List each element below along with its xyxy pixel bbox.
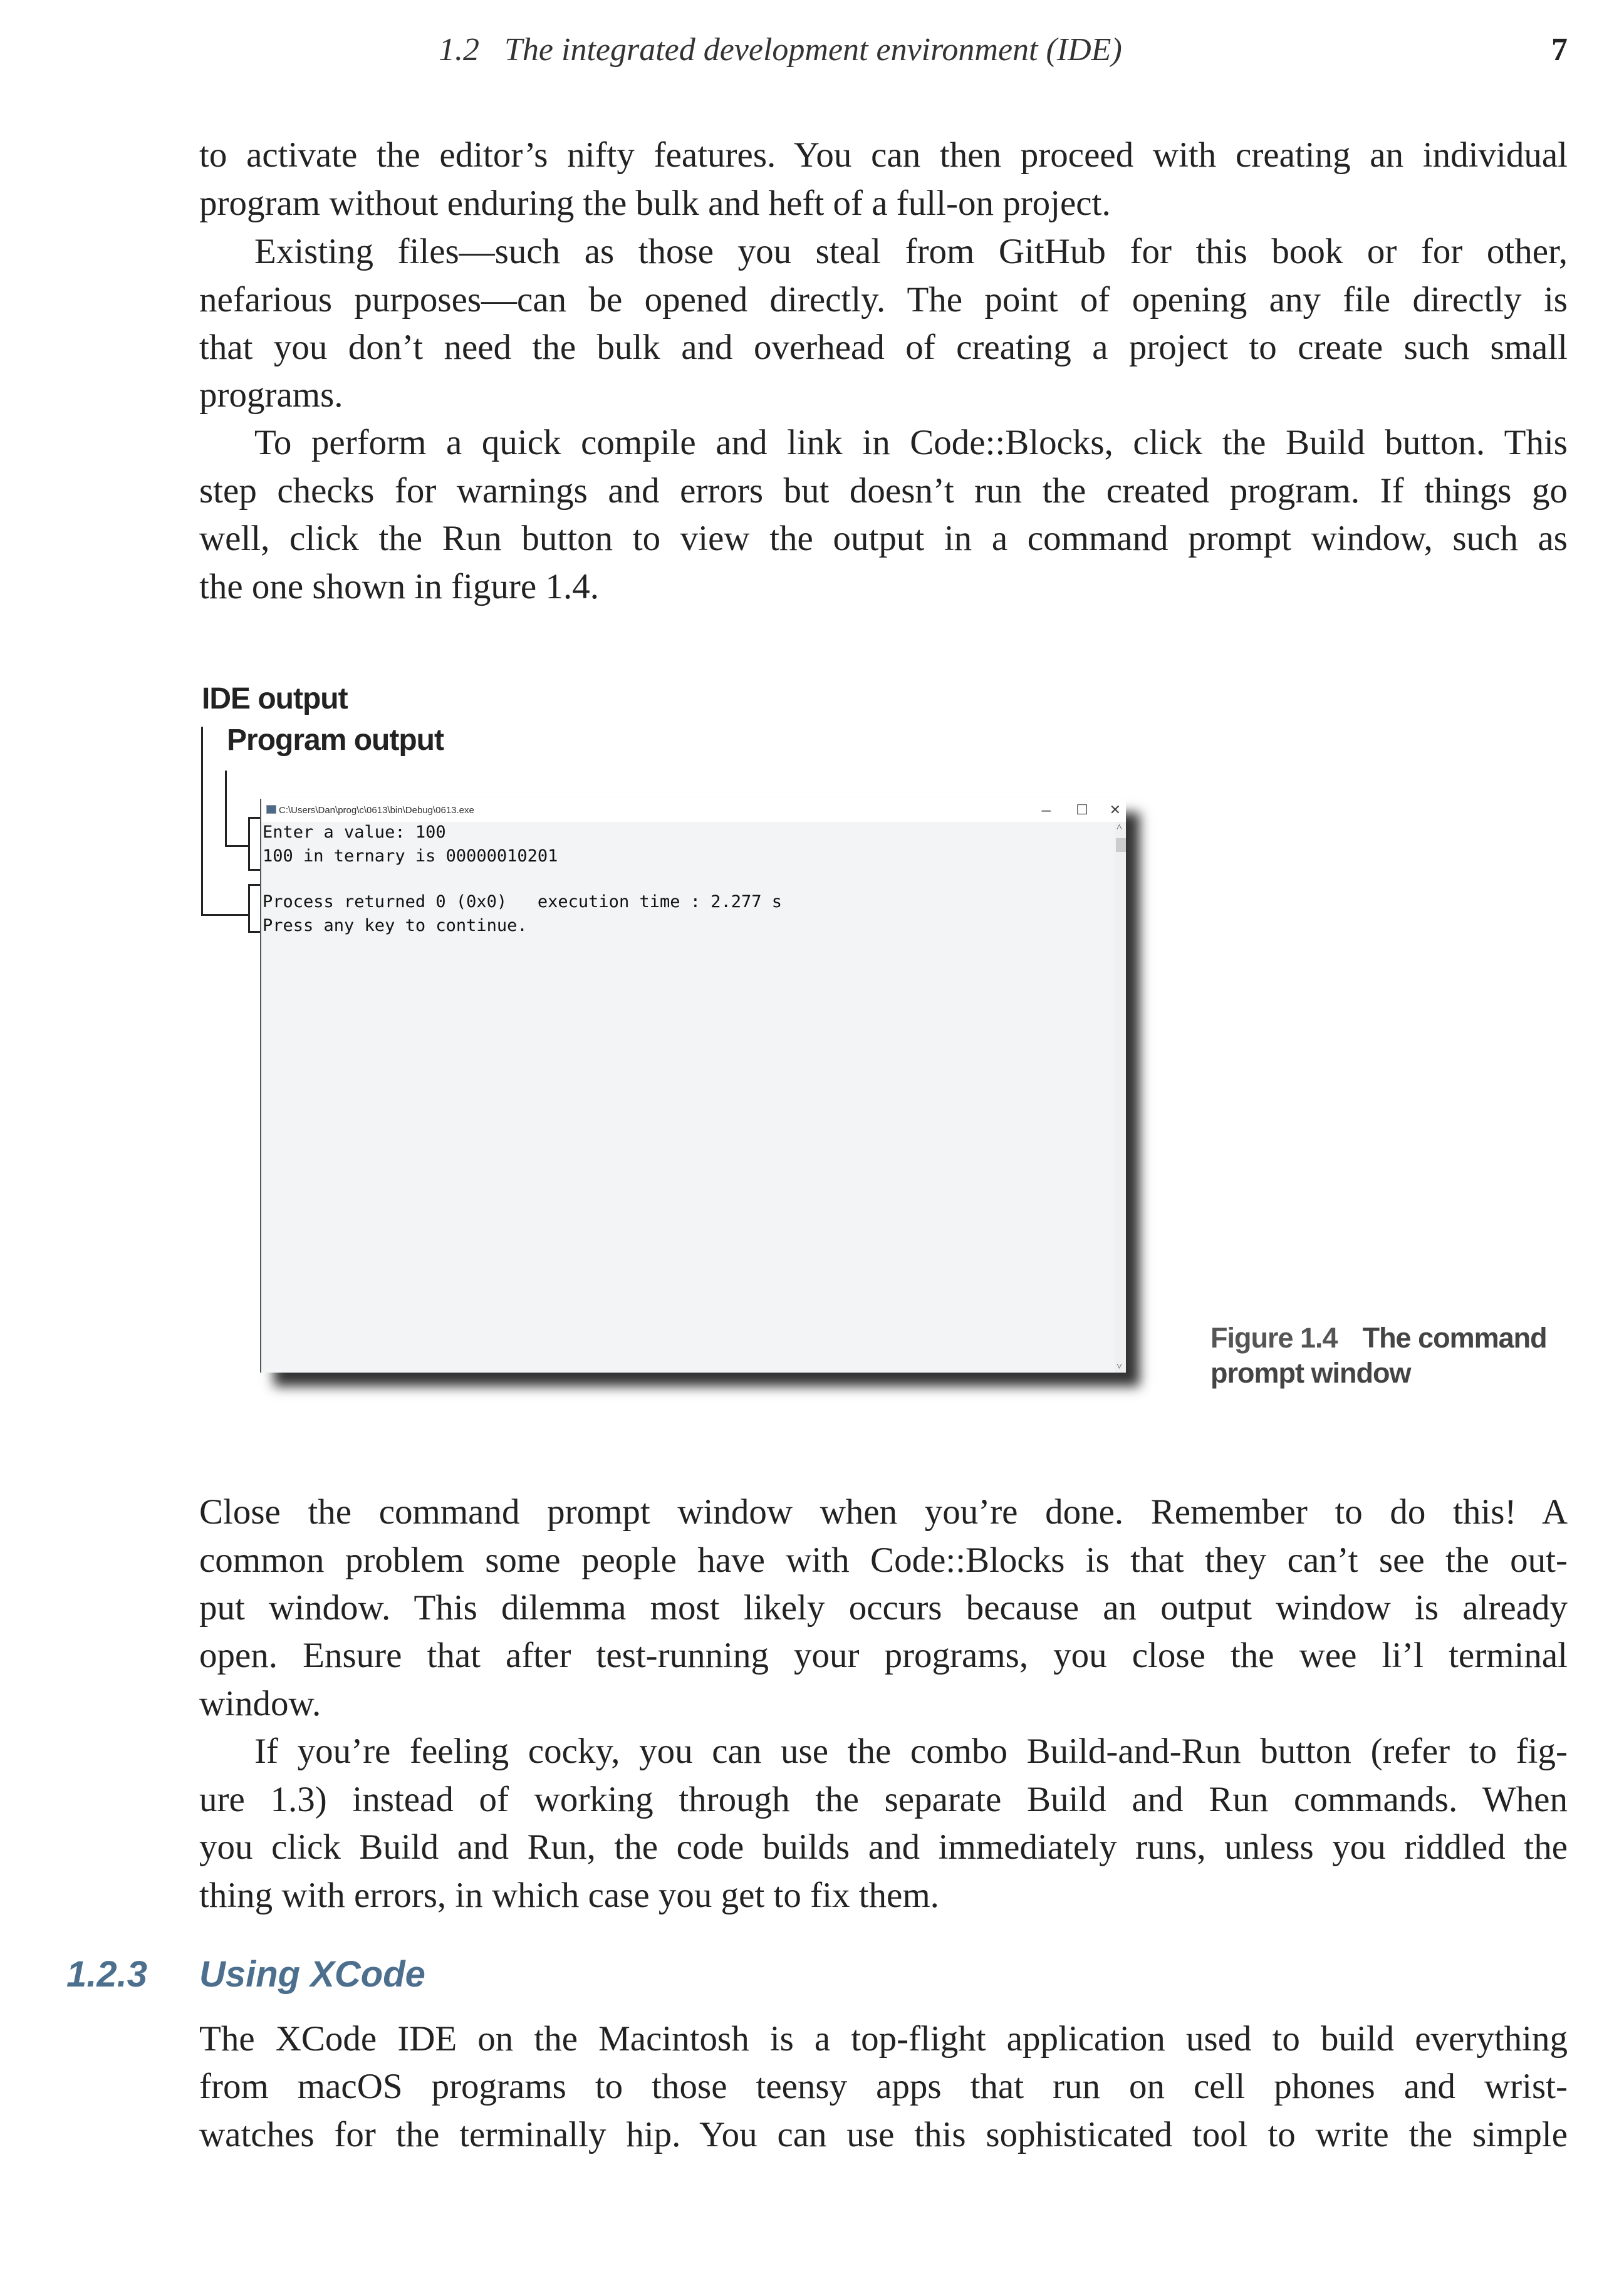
text-line: program without enduring the bulk and heft of a full-on project. [199,184,1111,223]
section-number: 1.2.3 [66,1954,147,1995]
bracket [248,884,250,933]
terminal-line: Press any key to continue. [263,916,528,935]
leader-line [225,771,227,847]
text-line: ure 1.3) instead of working through the separate Build and Run commands. When [199,1780,1568,1819]
caption-number: Figure 1.4 [1210,1322,1338,1354]
text-line: step checks for warnings and errors but doesn’t run the created program. If things go [199,471,1568,511]
running-header [439,31,1122,68]
terminal-line: Enter a value: 100 [263,823,446,842]
bracket [248,817,250,871]
section-title: Using XCode [199,1954,425,1995]
terminal-line: 100 in ternary is 00000010201 [263,846,558,866]
caption-text-2: prompt window [1210,1357,1411,1389]
figure-caption [1210,1322,1547,1354]
text-line: window. [199,1684,321,1723]
window-title: C:\Users\Dan\prog\c\0613\bin\Debug\0613.exe [279,805,474,816]
text-line: nefarious purposes—can be opened directly. The point of opening any file directly is [199,280,1568,319]
text-line: common problem some people have with Code::Blocks is that they can’t see the out- [199,1540,1568,1580]
text-line: To perform a quick compile and link in Code::Blocks, click the Build button. This [254,423,1568,462]
maximize-icon[interactable]: ☐ [1076,802,1088,818]
scrollbar[interactable] [1115,822,1126,1373]
leader-line [225,845,249,847]
page-number: 7 [1551,32,1568,68]
scroll-down-icon[interactable]: ˅ [1116,1361,1123,1372]
text-line: Existing files—such as those you steal from GitHub for this book or for other, [254,232,1568,271]
header-section: 1.2 [439,32,479,68]
text-line: the one shown in figure 1.4. [199,567,599,606]
scroll-thumb[interactable] [1116,838,1126,852]
leader-line [201,727,203,916]
bracket [248,817,261,819]
text-line: put window. This dilemma most likely occurs because an output window is already [199,1588,1568,1628]
label-ide-output: IDE output [202,682,348,715]
caption-text: The command [1362,1322,1547,1354]
text-line: programs. [199,375,343,415]
text-line: from macOS programs to those teensy apps that run on cell phones and wrist- [199,2067,1568,2106]
text-line: The XCode IDE on the Macintosh is a top-flight application used to build everything [199,2019,1568,2059]
terminal-line: Process returned 0 (0x0) execution time : 2.277 s [263,892,783,912]
bracket [248,869,261,871]
scroll-up-icon[interactable]: ˄ [1116,822,1123,833]
text-line: well, click the Run button to view the output in a command prompt window, such as [199,519,1568,558]
text-line: thing with errors, in which case you get to fix them. [199,1876,939,1915]
text-line: to activate the editor’s nifty features. You can then proceed with creating an individual [199,135,1568,175]
bracket [248,931,261,933]
close-icon[interactable]: ✕ [1109,802,1121,818]
title-bar [261,799,1126,822]
text-line: watches for the terminally hip. You can use this sophisticated tool to write the simple [199,2115,1568,2154]
command-prompt-window [260,799,1126,1373]
text-line: that you don’t need the bulk and overhead of creating a project to create such small [199,328,1568,367]
header-title: The integrated development environment (IDE) [504,32,1122,68]
label-program-output: Program output [227,724,444,757]
leader-line [201,914,249,916]
bracket [248,884,261,886]
text-line: you click Build and Run, the code builds and immediately runs, unless you riddled the [199,1827,1568,1867]
text-line: If you’re feeling cocky, you can use the combo Build-and-Run button (refer to fig- [254,1732,1568,1771]
minimize-icon[interactable]: – [1041,800,1051,819]
text-line: Close the command prompt window when you’re done. Remember to do this! A [199,1492,1568,1532]
console-app-icon [266,805,276,814]
text-line: open. Ensure that after test-running your programs, you close the wee li’l terminal [199,1636,1568,1675]
